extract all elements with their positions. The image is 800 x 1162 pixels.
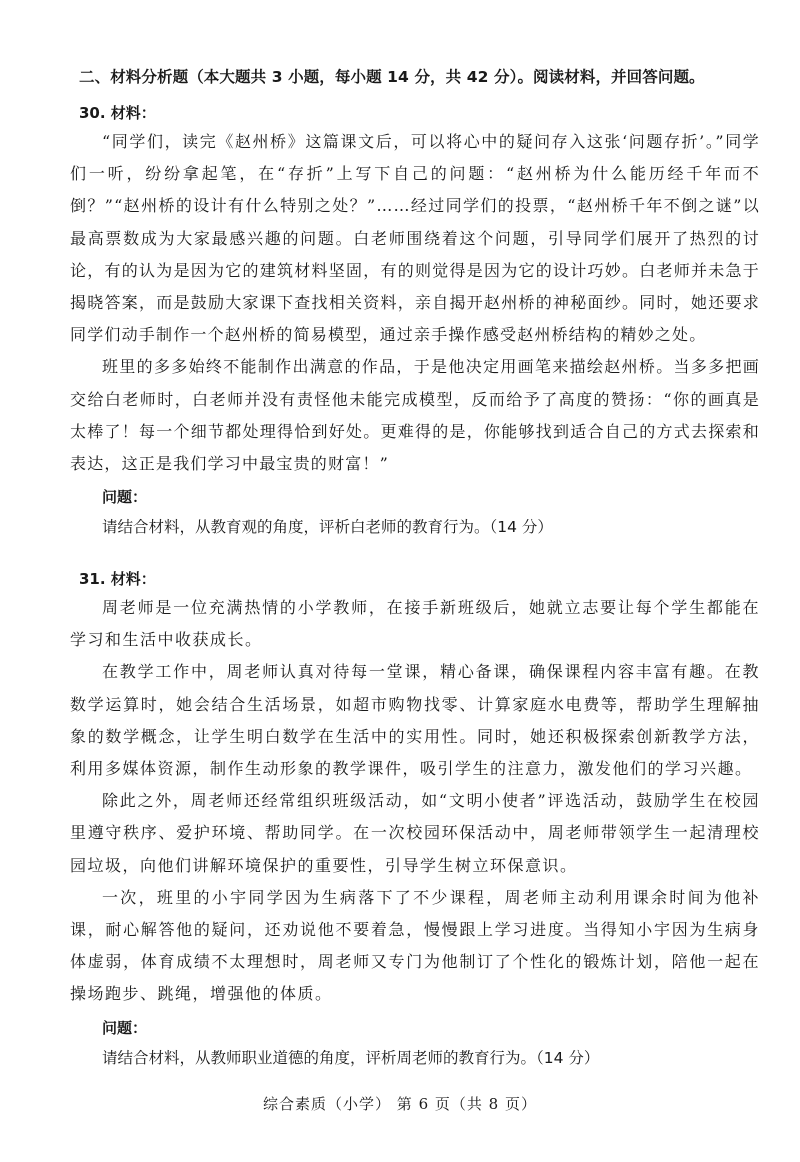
- material-paragraph: 一次，班里的小宇同学因为生病落下了不少课程，周老师主动利用课余时间为他补课，耐心解答他的疑问，还劝说他不要着急，慢慢跟上学习进度。当得知小宇因为生病身体虚弱，体育成绩不太理想时，周老师又专门为他制订了个性化的锻炼计划，陪他一起在操场跑步、跳绳，增强他的体质。: [70, 887, 760, 1004]
- material-paragraph: 在教学工作中，周老师认真对待每一堂课，精心备课，确保课程内容丰富有趣。在教数学运算时，她会结合生活场景，如超市购物找零、计算家庭水电费等，帮助学生理解抽象的数学概念，让学生明白数学在生活中的实用性。同时，她还积极探索创新教学方法，利用多媒体资源，制作生动形象的教学课件，吸引学生的注意力，激发他们的学习兴趣。: [70, 662, 760, 779]
- question-prompt: 请结合材料，从教育观的角度，评析白老师的教育行为。（14 分）: [102, 518, 553, 537]
- question-prompt: 请结合材料，从教师职业道德的角度，评析周老师的教育行为。（14 分）: [102, 1048, 600, 1067]
- material-paragraph: 周老师是一位充满热情的小学教师，在接手新班级后，她就立志要让每个学生都能在学习和生活中收获成长。: [70, 598, 760, 650]
- question-label: 问题：: [102, 1018, 148, 1037]
- page-footer: 综合素质（小学） 第 6 页（共 8 页）: [263, 1095, 537, 1113]
- material-paragraph: 班里的多多始终不能制作出满意的作品，于是他决定用画笔来描绘赵州桥。当多多把画交给白老师时，白老师并没有责怪他未能完成模型，反而给予了高度的赞扬：“你的画真是太棒了！每一个细节都处理得恰到好处。更难得的是，你能够找到适合自己的方式去探索和表达，这正是我们学习中最宝贵的财富！”: [70, 357, 760, 474]
- question-30: [70, 100, 760, 540]
- question-31: [70, 566, 760, 1071]
- material-paragraph: 除此之外，周老师还经常组织班级活动，如“文明小使者”评选活动，鼓励学生在校园里遵守秩序、爱护环境、帮助同学。在一次校园环保活动中，周老师带领学生一起清理校园垃圾，向他们讲解环境保护的重要性，引导学生树立环保意识。: [70, 791, 760, 875]
- material-paragraph: “同学们，读完《赵州桥》这篇课文后，可以将心中的疑问存入这张‘问题存折’。”同学们一听，纷纷拿起笔，在“存折”上写下自己的问题：“赵州桥为什么能历经千年而不倒？”“赵州桥的设计有什么特别之处？”……经过同学们的投票，“赵州桥千年不倒之谜”以最高票数成为大家最感兴趣的问题。白老师围绕着这个问题，引导同学们展开了热烈的讨论，有的认为是因为它的建筑材料坚固，有的则觉得是因为它的设计巧妙。白老师并未急于揭晓答案，而是鼓励大家课下查找相关资料，亲自揭开赵州桥的神秘面纱。同时，她还要求同学们动手制作一个赵州桥的简易模型，通过亲手操作感受赵州桥结构的精妙之处。: [70, 132, 760, 345]
- question-title: 31. 材料：: [79, 570, 156, 588]
- section-heading: 二、材料分析题（本大题共 3 小题，每小题 14 分，共 42 分）。阅读材料，并回答问题。: [79, 68, 705, 86]
- question-label: 问题：: [102, 488, 148, 507]
- question-title: 30. 材料：: [79, 104, 156, 122]
